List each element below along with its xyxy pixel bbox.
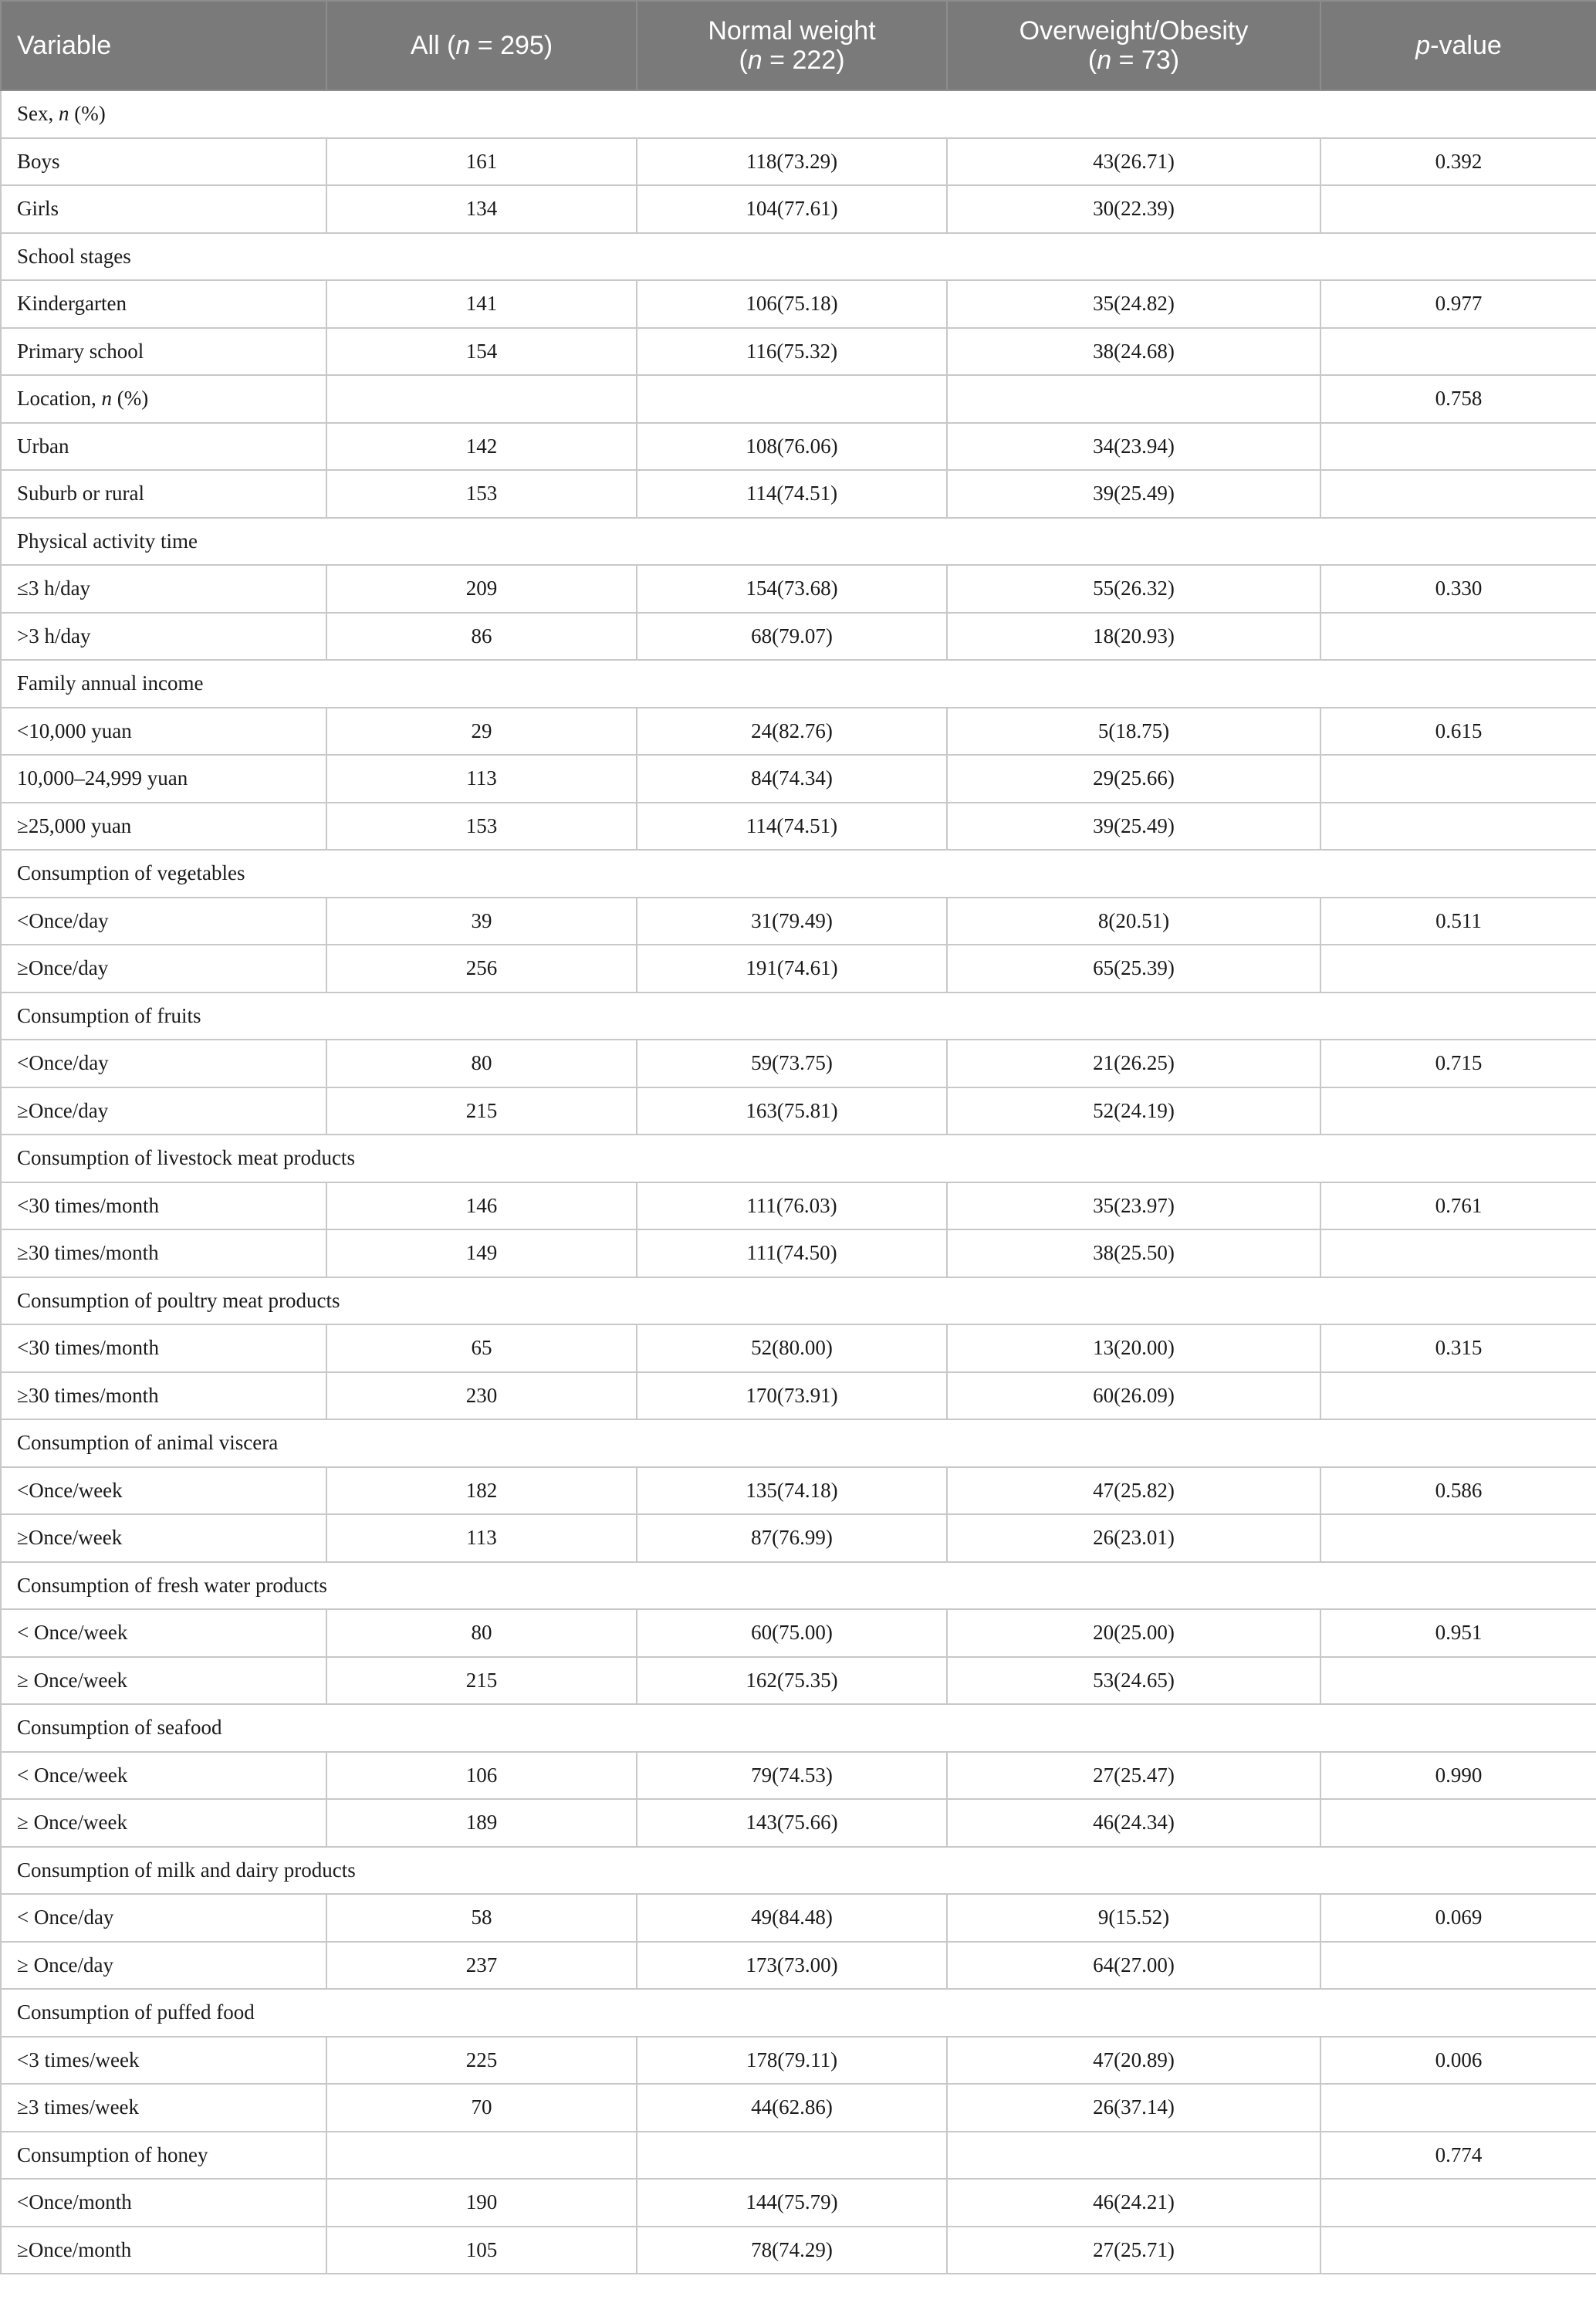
section-row bbox=[1, 993, 1596, 1040]
section-label-suffix: (%) bbox=[69, 102, 106, 126]
row-label bbox=[1, 1182, 326, 1230]
table-row bbox=[1, 803, 1596, 851]
row-label bbox=[1, 375, 326, 423]
section-label-text: Consumption of animal viscera bbox=[17, 1431, 279, 1455]
table-row bbox=[1, 1609, 1596, 1657]
cell-normal-weight: 78(74.29) bbox=[637, 2227, 947, 2274]
cell-all: 209 bbox=[326, 565, 637, 613]
cell-all bbox=[326, 2132, 637, 2180]
table-body bbox=[1, 90, 1596, 2274]
cell-all: 190 bbox=[326, 2179, 637, 2227]
row-label-suffix: (%) bbox=[111, 387, 149, 411]
section-row bbox=[1, 90, 1596, 138]
cell-all: 113 bbox=[326, 1514, 637, 1562]
table-row bbox=[1, 2227, 1596, 2274]
cell-normal-weight: 106(75.18) bbox=[637, 280, 947, 328]
row-label bbox=[1, 898, 326, 945]
cell-normal-weight: 52(80.00) bbox=[637, 1324, 947, 1372]
cell-overweight: 9(15.52) bbox=[947, 1894, 1320, 1942]
table-row bbox=[1, 138, 1596, 186]
section-label-text: Consumption of seafood bbox=[17, 1716, 222, 1740]
cell-all: 189 bbox=[326, 1799, 637, 1847]
cell-p-value: 0.006 bbox=[1320, 2037, 1596, 2085]
cell-all: 256 bbox=[326, 945, 637, 993]
cell-overweight: 55(26.32) bbox=[947, 565, 1320, 613]
cell-all: 142 bbox=[326, 423, 637, 471]
section-label-text: Physical activity time bbox=[17, 529, 198, 553]
cell-all: 80 bbox=[326, 1040, 637, 1087]
section-label-text: Consumption of fruits bbox=[17, 1003, 201, 1027]
cell-all: 141 bbox=[326, 280, 637, 328]
cell-all: 182 bbox=[326, 1467, 637, 1515]
cell-normal-weight: 114(74.51) bbox=[637, 803, 947, 851]
row-label-text: <10,000 yuan bbox=[17, 719, 132, 742]
section-row bbox=[1, 660, 1596, 708]
cell-p-value bbox=[1320, 1942, 1596, 1990]
row-label bbox=[1, 2084, 326, 2132]
row-label bbox=[1, 1799, 326, 1847]
cell-overweight: 53(24.65) bbox=[947, 1657, 1320, 1705]
row-label-text: Location, bbox=[17, 387, 102, 411]
cell-all bbox=[326, 375, 637, 423]
table-row bbox=[1, 1040, 1596, 1087]
section-label bbox=[1, 1847, 1596, 1895]
cell-overweight: 27(25.47) bbox=[947, 1752, 1320, 1800]
cell-p-value bbox=[1320, 2084, 1596, 2132]
cell-all: 105 bbox=[326, 2227, 637, 2274]
cell-normal-weight: 60(75.00) bbox=[637, 1609, 947, 1657]
cell-all: 215 bbox=[326, 1087, 637, 1135]
cell-overweight: 43(26.71) bbox=[947, 138, 1320, 186]
row-label-text: <30 times/month bbox=[17, 1193, 159, 1217]
table-row bbox=[1, 1087, 1596, 1135]
cell-normal-weight: 191(74.61) bbox=[637, 945, 947, 993]
cell-overweight: 21(26.25) bbox=[947, 1040, 1320, 1087]
table-row bbox=[1, 1372, 1596, 1420]
row-label bbox=[1, 1229, 326, 1277]
cell-overweight bbox=[947, 2132, 1320, 2180]
header-variable bbox=[1, 1, 326, 90]
row-label bbox=[1, 1087, 326, 1135]
row-label bbox=[1, 2179, 326, 2227]
row-label bbox=[1, 328, 326, 376]
row-label-text: ≥Once/day bbox=[17, 956, 109, 980]
cell-p-value bbox=[1320, 2227, 1596, 2274]
cell-normal-weight: 118(73.29) bbox=[637, 138, 947, 186]
row-label-text: ≤3 h/day bbox=[17, 577, 91, 600]
cell-overweight: 20(25.00) bbox=[947, 1609, 1320, 1657]
cell-overweight: 52(24.19) bbox=[947, 1087, 1320, 1135]
row-label-text: <30 times/month bbox=[17, 1336, 159, 1360]
row-label-text: ≥30 times/month bbox=[17, 1241, 159, 1265]
section-label bbox=[1, 90, 1596, 138]
section-label bbox=[1, 1704, 1596, 1752]
table-row bbox=[1, 1894, 1596, 1942]
row-label-text: ≥3 times/week bbox=[17, 2095, 140, 2119]
cell-all: 58 bbox=[326, 1894, 637, 1942]
cell-all: 106 bbox=[326, 1752, 637, 1800]
table-row bbox=[1, 708, 1596, 756]
section-row bbox=[1, 1704, 1596, 1752]
section-label-italic: n bbox=[59, 102, 69, 126]
section-label bbox=[1, 660, 1596, 708]
row-label bbox=[1, 1752, 326, 1800]
cell-p-value: 0.715 bbox=[1320, 1040, 1596, 1087]
section-label bbox=[1, 518, 1596, 566]
cell-overweight: 30(22.39) bbox=[947, 185, 1320, 233]
cell-all: 86 bbox=[326, 613, 637, 661]
section-label bbox=[1, 1277, 1596, 1325]
section-row bbox=[1, 518, 1596, 566]
cell-normal-weight: 68(79.07) bbox=[637, 613, 947, 661]
cell-all: 237 bbox=[326, 1942, 637, 1990]
row-label bbox=[1, 755, 326, 803]
cell-all: 134 bbox=[326, 185, 637, 233]
header-all-text: All ( bbox=[410, 31, 456, 60]
table-row bbox=[1, 1942, 1596, 1990]
header-normal-open: ( bbox=[739, 46, 748, 75]
row-label-text: Urban bbox=[17, 434, 69, 458]
cell-normal-weight: 31(79.49) bbox=[637, 898, 947, 945]
cell-all: 149 bbox=[326, 1229, 637, 1277]
cell-all: 70 bbox=[326, 2084, 637, 2132]
row-label bbox=[1, 280, 326, 328]
section-label bbox=[1, 850, 1596, 898]
cell-overweight: 13(20.00) bbox=[947, 1324, 1320, 1372]
table-row bbox=[1, 1467, 1596, 1515]
header-row bbox=[1, 1, 1596, 90]
cell-p-value: 0.951 bbox=[1320, 1609, 1596, 1657]
table-row bbox=[1, 1657, 1596, 1705]
cell-overweight: 39(25.49) bbox=[947, 470, 1320, 518]
row-label-text: ≥ Once/week bbox=[17, 1668, 128, 1692]
section-label-text: Consumption of milk and dairy products bbox=[17, 1858, 356, 1882]
cell-overweight: 26(37.14) bbox=[947, 2084, 1320, 2132]
cell-overweight: 46(24.34) bbox=[947, 1799, 1320, 1847]
cell-p-value bbox=[1320, 185, 1596, 233]
cell-all: 113 bbox=[326, 755, 637, 803]
table-row bbox=[1, 280, 1596, 328]
row-label-text: Kindergarten bbox=[17, 292, 127, 316]
cell-overweight: 65(25.39) bbox=[947, 945, 1320, 993]
header-normal-n: n bbox=[747, 46, 762, 75]
cell-all: 230 bbox=[326, 1372, 637, 1420]
row-label bbox=[1, 138, 326, 186]
row-label-text: Primary school bbox=[17, 339, 144, 363]
section-label-text: Consumption of fresh water products bbox=[17, 1573, 327, 1597]
row-label-text: ≥Once/day bbox=[17, 1098, 109, 1122]
section-row bbox=[1, 1277, 1596, 1325]
cell-overweight: 64(27.00) bbox=[947, 1942, 1320, 1990]
row-label bbox=[1, 2037, 326, 2085]
cell-overweight: 47(20.89) bbox=[947, 2037, 1320, 2085]
table-row bbox=[1, 1229, 1596, 1277]
cell-p-value: 0.761 bbox=[1320, 1182, 1596, 1230]
cell-overweight: 38(25.50) bbox=[947, 1229, 1320, 1277]
cell-normal-weight: 173(73.00) bbox=[637, 1942, 947, 1990]
cell-normal-weight: 154(73.68) bbox=[637, 565, 947, 613]
cell-all: 153 bbox=[326, 470, 637, 518]
table-row bbox=[1, 1752, 1596, 1800]
header-over-text: Overweight/Obesity bbox=[1019, 16, 1249, 46]
row-label bbox=[1, 1514, 326, 1562]
table-row bbox=[1, 945, 1596, 993]
row-label-text: <Once/day bbox=[17, 1051, 109, 1075]
header-p-rest: -value bbox=[1430, 31, 1502, 60]
row-label bbox=[1, 1942, 326, 1990]
section-row bbox=[1, 1419, 1596, 1467]
cell-normal-weight: 116(75.32) bbox=[637, 328, 947, 376]
cell-normal-weight: 104(77.61) bbox=[637, 185, 947, 233]
row-label bbox=[1, 613, 326, 661]
cell-normal-weight: 49(84.48) bbox=[637, 1894, 947, 1942]
cell-overweight: 27(25.71) bbox=[947, 2227, 1320, 2274]
cell-overweight: 35(24.82) bbox=[947, 280, 1320, 328]
row-label-italic: n bbox=[101, 387, 112, 411]
row-label-text: <Once/day bbox=[17, 908, 109, 932]
section-label bbox=[1, 233, 1596, 281]
cell-normal-weight: 178(79.11) bbox=[637, 2037, 947, 2085]
cell-p-value bbox=[1320, 945, 1596, 993]
table-row bbox=[1, 1324, 1596, 1372]
header-all-value: = 295) bbox=[470, 31, 553, 60]
section-label-text: Sex, bbox=[17, 102, 59, 126]
cell-normal-weight: 44(62.86) bbox=[637, 2084, 947, 2132]
row-label bbox=[1, 1372, 326, 1420]
cell-overweight: 5(18.75) bbox=[947, 708, 1320, 756]
row-label-text: ≥25,000 yuan bbox=[17, 813, 132, 837]
header-over-value: = 73) bbox=[1111, 46, 1180, 75]
table-row bbox=[1, 375, 1596, 423]
cell-p-value: 0.392 bbox=[1320, 138, 1596, 186]
cell-overweight: 35(23.97) bbox=[947, 1182, 1320, 1230]
table-row bbox=[1, 565, 1596, 613]
section-row bbox=[1, 850, 1596, 898]
table-row bbox=[1, 328, 1596, 376]
cell-overweight: 8(20.51) bbox=[947, 898, 1320, 945]
cell-normal-weight bbox=[637, 375, 947, 423]
cell-p-value bbox=[1320, 1799, 1596, 1847]
section-row bbox=[1, 1135, 1596, 1182]
table-row bbox=[1, 1514, 1596, 1562]
row-label bbox=[1, 803, 326, 851]
cell-all: 154 bbox=[326, 328, 637, 376]
cell-normal-weight bbox=[637, 2132, 947, 2180]
row-label-text: < Once/week bbox=[17, 1621, 128, 1645]
cell-p-value bbox=[1320, 1372, 1596, 1420]
cell-normal-weight: 111(74.50) bbox=[637, 1229, 947, 1277]
cell-overweight: 38(24.68) bbox=[947, 328, 1320, 376]
header-normal-weight bbox=[637, 1, 947, 90]
row-label bbox=[1, 945, 326, 993]
cell-normal-weight: 111(76.03) bbox=[637, 1182, 947, 1230]
row-label bbox=[1, 708, 326, 756]
row-label-text: >3 h/day bbox=[17, 624, 91, 648]
header-variable-text: Variable bbox=[17, 31, 112, 60]
row-label-text: < Once/day bbox=[17, 1906, 114, 1929]
row-label-text: < Once/week bbox=[17, 1763, 128, 1787]
table-row bbox=[1, 1182, 1596, 1230]
row-label-text: ≥ Once/day bbox=[17, 1953, 114, 1977]
row-label bbox=[1, 1657, 326, 1705]
row-label-text: <3 times/week bbox=[17, 2048, 140, 2071]
cell-overweight: 47(25.82) bbox=[947, 1467, 1320, 1515]
cell-normal-weight: 163(75.81) bbox=[637, 1087, 947, 1135]
cell-overweight: 60(26.09) bbox=[947, 1372, 1320, 1420]
cell-normal-weight: 79(74.53) bbox=[637, 1752, 947, 1800]
cell-p-value: 0.315 bbox=[1320, 1324, 1596, 1372]
cell-all: 146 bbox=[326, 1182, 637, 1230]
row-label-text: Girls bbox=[17, 197, 59, 221]
table-row bbox=[1, 470, 1596, 518]
section-label-text: Consumption of poultry meat products bbox=[17, 1288, 340, 1312]
cell-normal-weight: 135(74.18) bbox=[637, 1467, 947, 1515]
cell-all: 225 bbox=[326, 2037, 637, 2085]
row-label bbox=[1, 1324, 326, 1372]
row-label bbox=[1, 2227, 326, 2274]
table-header bbox=[1, 1, 1596, 90]
cell-p-value bbox=[1320, 423, 1596, 471]
cell-normal-weight: 24(82.76) bbox=[637, 708, 947, 756]
row-label bbox=[1, 1609, 326, 1657]
cell-overweight bbox=[947, 375, 1320, 423]
cell-normal-weight: 108(76.06) bbox=[637, 423, 947, 471]
cell-overweight: 39(25.49) bbox=[947, 803, 1320, 851]
cell-all: 161 bbox=[326, 138, 637, 186]
row-label bbox=[1, 1894, 326, 1942]
row-label-text: Suburb or rural bbox=[17, 482, 144, 506]
cell-p-value: 0.330 bbox=[1320, 565, 1596, 613]
table-row bbox=[1, 2132, 1596, 2180]
cell-normal-weight: 87(76.99) bbox=[637, 1514, 947, 1562]
cell-all: 65 bbox=[326, 1324, 637, 1372]
row-label bbox=[1, 2132, 326, 2180]
cell-p-value bbox=[1320, 328, 1596, 376]
cell-p-value bbox=[1320, 1514, 1596, 1562]
row-label bbox=[1, 565, 326, 613]
cell-p-value bbox=[1320, 2179, 1596, 2227]
table-row bbox=[1, 185, 1596, 233]
section-label bbox=[1, 1419, 1596, 1467]
cell-normal-weight: 170(73.91) bbox=[637, 1372, 947, 1420]
section-label bbox=[1, 1562, 1596, 1610]
table-row bbox=[1, 613, 1596, 661]
row-label bbox=[1, 1467, 326, 1515]
table-row bbox=[1, 2037, 1596, 2085]
row-label bbox=[1, 423, 326, 471]
cell-p-value bbox=[1320, 755, 1596, 803]
table-row bbox=[1, 423, 1596, 471]
cell-p-value: 0.615 bbox=[1320, 708, 1596, 756]
section-label bbox=[1, 993, 1596, 1040]
section-row bbox=[1, 1847, 1596, 1895]
cell-normal-weight: 162(75.35) bbox=[637, 1657, 947, 1705]
row-label bbox=[1, 470, 326, 518]
cell-normal-weight: 144(75.79) bbox=[637, 2179, 947, 2227]
header-normal-value: = 222) bbox=[762, 46, 845, 75]
cell-p-value: 0.977 bbox=[1320, 280, 1596, 328]
row-label-text: 10,000–24,999 yuan bbox=[17, 766, 188, 790]
cell-overweight: 29(25.66) bbox=[947, 755, 1320, 803]
header-all bbox=[326, 1, 637, 90]
cell-p-value: 0.758 bbox=[1320, 375, 1596, 423]
cell-overweight: 26(23.01) bbox=[947, 1514, 1320, 1562]
cell-p-value bbox=[1320, 1087, 1596, 1135]
row-label bbox=[1, 1040, 326, 1087]
table-row bbox=[1, 898, 1596, 945]
cell-p-value: 0.990 bbox=[1320, 1752, 1596, 1800]
row-label bbox=[1, 185, 326, 233]
cell-p-value bbox=[1320, 470, 1596, 518]
cell-p-value bbox=[1320, 613, 1596, 661]
cell-p-value bbox=[1320, 803, 1596, 851]
header-p-italic: p bbox=[1415, 31, 1431, 60]
cell-normal-weight: 59(73.75) bbox=[637, 1040, 947, 1087]
cell-all: 80 bbox=[326, 1609, 637, 1657]
section-label-text: Consumption of vegetables bbox=[17, 861, 245, 885]
cell-normal-weight: 84(74.34) bbox=[637, 755, 947, 803]
row-label-text: <Once/month bbox=[17, 2190, 132, 2214]
row-label-text: ≥ Once/week bbox=[17, 1811, 128, 1835]
section-label-text: Consumption of puffed food bbox=[17, 2000, 255, 2024]
section-row bbox=[1, 233, 1596, 281]
table-row bbox=[1, 2179, 1596, 2227]
section-label bbox=[1, 1989, 1596, 2037]
header-over-open: ( bbox=[1087, 46, 1097, 75]
section-row bbox=[1, 1989, 1596, 2037]
row-label-text: Consumption of honey bbox=[17, 2142, 208, 2166]
header-overweight bbox=[947, 1, 1320, 90]
cell-overweight: 34(23.94) bbox=[947, 423, 1320, 471]
cell-all: 39 bbox=[326, 898, 637, 945]
cell-all: 153 bbox=[326, 803, 637, 851]
header-over-n: n bbox=[1097, 46, 1112, 75]
header-p-value bbox=[1320, 1, 1596, 90]
cell-normal-weight: 114(74.51) bbox=[637, 470, 947, 518]
cell-all: 215 bbox=[326, 1657, 637, 1705]
section-label-text: Consumption of livestock meat products bbox=[17, 1146, 355, 1170]
cell-p-value: 0.774 bbox=[1320, 2132, 1596, 2180]
section-label-text: Family annual income bbox=[17, 671, 204, 695]
table-row bbox=[1, 755, 1596, 803]
row-label-text: ≥30 times/month bbox=[17, 1383, 159, 1407]
cell-overweight: 46(24.21) bbox=[947, 2179, 1320, 2227]
cell-p-value bbox=[1320, 1657, 1596, 1705]
section-label-text: School stages bbox=[17, 244, 131, 268]
cell-overweight: 18(20.93) bbox=[947, 613, 1320, 661]
cell-all: 29 bbox=[326, 708, 637, 756]
row-label-text: ≥Once/week bbox=[17, 1526, 123, 1550]
section-label bbox=[1, 1135, 1596, 1182]
cell-normal-weight: 143(75.66) bbox=[637, 1799, 947, 1847]
cell-p-value: 0.069 bbox=[1320, 1894, 1596, 1942]
header-normal-text: Normal weight bbox=[708, 16, 876, 46]
row-label-text: ≥Once/month bbox=[17, 2237, 132, 2261]
cell-p-value: 0.586 bbox=[1320, 1467, 1596, 1515]
cell-p-value bbox=[1320, 1229, 1596, 1277]
table-row bbox=[1, 1799, 1596, 1847]
row-label-text: <Once/week bbox=[17, 1478, 123, 1502]
header-all-n: n bbox=[455, 31, 471, 60]
row-label-text: Boys bbox=[17, 149, 60, 173]
cell-p-value: 0.511 bbox=[1320, 898, 1596, 945]
section-row bbox=[1, 1562, 1596, 1610]
table-row bbox=[1, 2084, 1596, 2132]
